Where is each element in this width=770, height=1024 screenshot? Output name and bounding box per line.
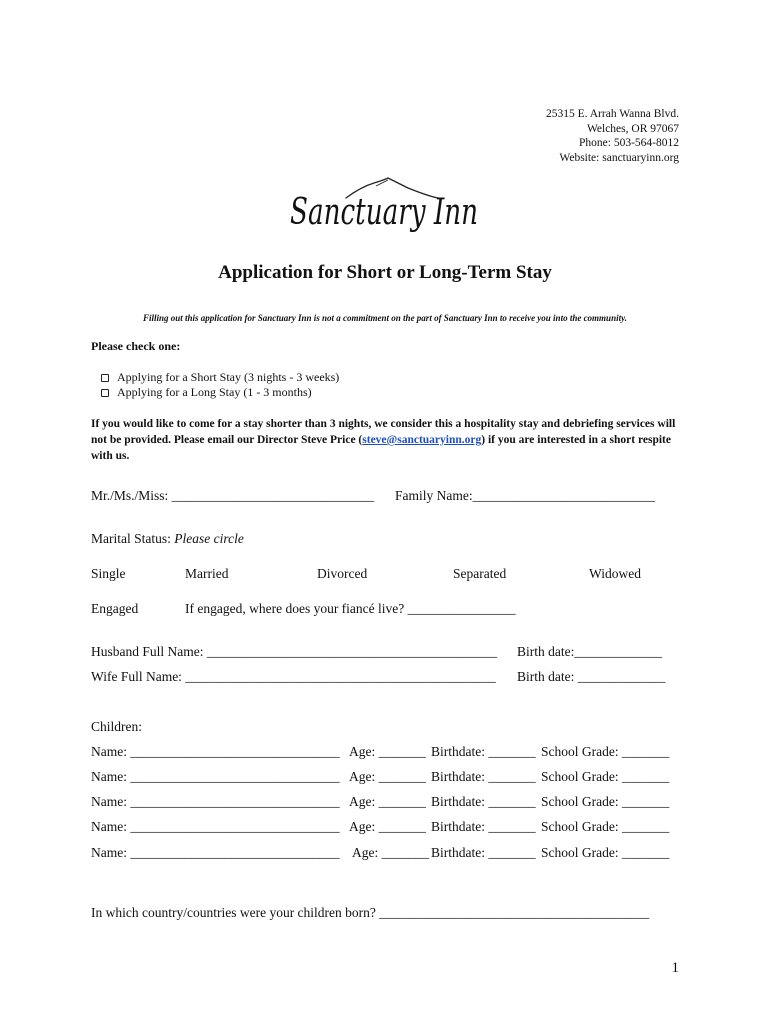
- family-name-field[interactable]: Family Name:___________________________: [395, 488, 655, 503]
- child-age-field[interactable]: Age: _______: [349, 769, 426, 784]
- child-name-field[interactable]: Name: _______________________________: [91, 845, 340, 860]
- child-school-grade-field[interactable]: School Grade: _______: [541, 794, 670, 809]
- marital-status-label: Marital Status: Please circle: [91, 531, 244, 546]
- child-age-field[interactable]: Age: _______: [349, 744, 426, 759]
- long-stay-label: Applying for a Long Stay (1 - 3 months): [117, 385, 312, 399]
- marital-option-single[interactable]: Single: [91, 566, 126, 581]
- marital-option-divorced[interactable]: Divorced: [317, 566, 368, 581]
- check-heading: Please check one:: [91, 339, 181, 353]
- wife-birth-date-field[interactable]: Birth date: _____________: [517, 669, 666, 684]
- short-stay-checkbox[interactable]: [101, 374, 109, 382]
- child-school-grade-field[interactable]: School Grade: _______: [541, 845, 670, 860]
- marital-option-engaged[interactable]: Engaged: [91, 601, 139, 616]
- wife-name-field[interactable]: Wife Full Name: ______________________________________________: [91, 669, 496, 684]
- husband-birth-date-field[interactable]: Birth date:_____________: [517, 644, 663, 659]
- address-city: Welches, OR 97067: [586, 122, 679, 135]
- child-name-field[interactable]: Name: _______________________________: [91, 819, 340, 834]
- address-phone: Phone: 503-564-8012: [579, 137, 679, 149]
- fiance-location-field[interactable]: If engaged, where does your fiancé live? ________________: [185, 601, 516, 616]
- page-title: Application for Short or Long-Term Stay: [218, 262, 552, 283]
- long-stay-checkbox[interactable]: [101, 389, 109, 397]
- child-school-grade-field[interactable]: School Grade: _______: [541, 819, 670, 834]
- child-age-field[interactable]: Age: _______: [349, 794, 426, 809]
- address-website: Website: sanctuaryinn.org: [559, 151, 679, 164]
- marital-option-widowed[interactable]: Widowed: [589, 566, 641, 581]
- marital-option-married[interactable]: Married: [185, 566, 229, 581]
- child-name-field[interactable]: Name: _______________________________: [91, 794, 340, 809]
- child-age-field[interactable]: Age: _______: [352, 845, 429, 860]
- child-birthdate-field[interactable]: Birthdate: _______: [431, 794, 536, 809]
- short-stay-option[interactable]: [101, 370, 339, 385]
- svg-text:Sanctuary Inn: Sanctuary Inn: [290, 192, 478, 233]
- director-email-link[interactable]: steve@sanctuaryinn.org: [362, 434, 482, 446]
- children-birth-country-field[interactable]: In which country/countries were your children born? ________________________________________: [91, 905, 650, 920]
- disclaimer-text: Filling out this application for Sanctuary Inn is not a commitment on the part of Sanctuary Inn to receive you into the community.: [143, 313, 627, 323]
- children-heading: Children:: [91, 719, 142, 734]
- child-name-field[interactable]: Name: _______________________________: [91, 744, 340, 759]
- husband-name-field[interactable]: Husband Full Name: ___________________________________________: [91, 644, 498, 659]
- long-stay-option[interactable]: [101, 385, 312, 400]
- child-school-grade-field[interactable]: School Grade: _______: [541, 744, 670, 759]
- address-street: 25315 E. Arrah Wanna Blvd.: [545, 108, 679, 120]
- child-birthdate-field[interactable]: Birthdate: _______: [431, 845, 536, 860]
- child-school-grade-field[interactable]: School Grade: _______: [541, 769, 670, 784]
- child-name-field[interactable]: Name: _______________________________: [91, 769, 340, 784]
- address-block: [546, 107, 679, 165]
- sanctuary-inn-logo: [288, 174, 484, 244]
- marital-option-separated[interactable]: Separated: [453, 566, 507, 581]
- short-respite-note: If you would like to come for a stay shorter than 3 nights, we consider this a hospitality stay and debriefing services will not be provided. Please email our Director Steve Price (steve@sanctuaryinn.org) if you are interested in a short respite with us.: [91, 418, 676, 462]
- child-birthdate-field[interactable]: Birthdate: _______: [431, 744, 536, 759]
- marital-status-hint: Please circle: [174, 531, 244, 546]
- child-birthdate-field[interactable]: Birthdate: _______: [431, 819, 536, 834]
- child-birthdate-field[interactable]: Birthdate: _______: [431, 769, 536, 784]
- page-number: 1: [671, 960, 679, 976]
- title-name-field[interactable]: Mr./Ms./Miss: ______________________________: [91, 488, 375, 503]
- child-age-field[interactable]: Age: _______: [349, 819, 426, 834]
- short-stay-label: Applying for a Short Stay (3 nights - 3 weeks): [117, 370, 340, 384]
